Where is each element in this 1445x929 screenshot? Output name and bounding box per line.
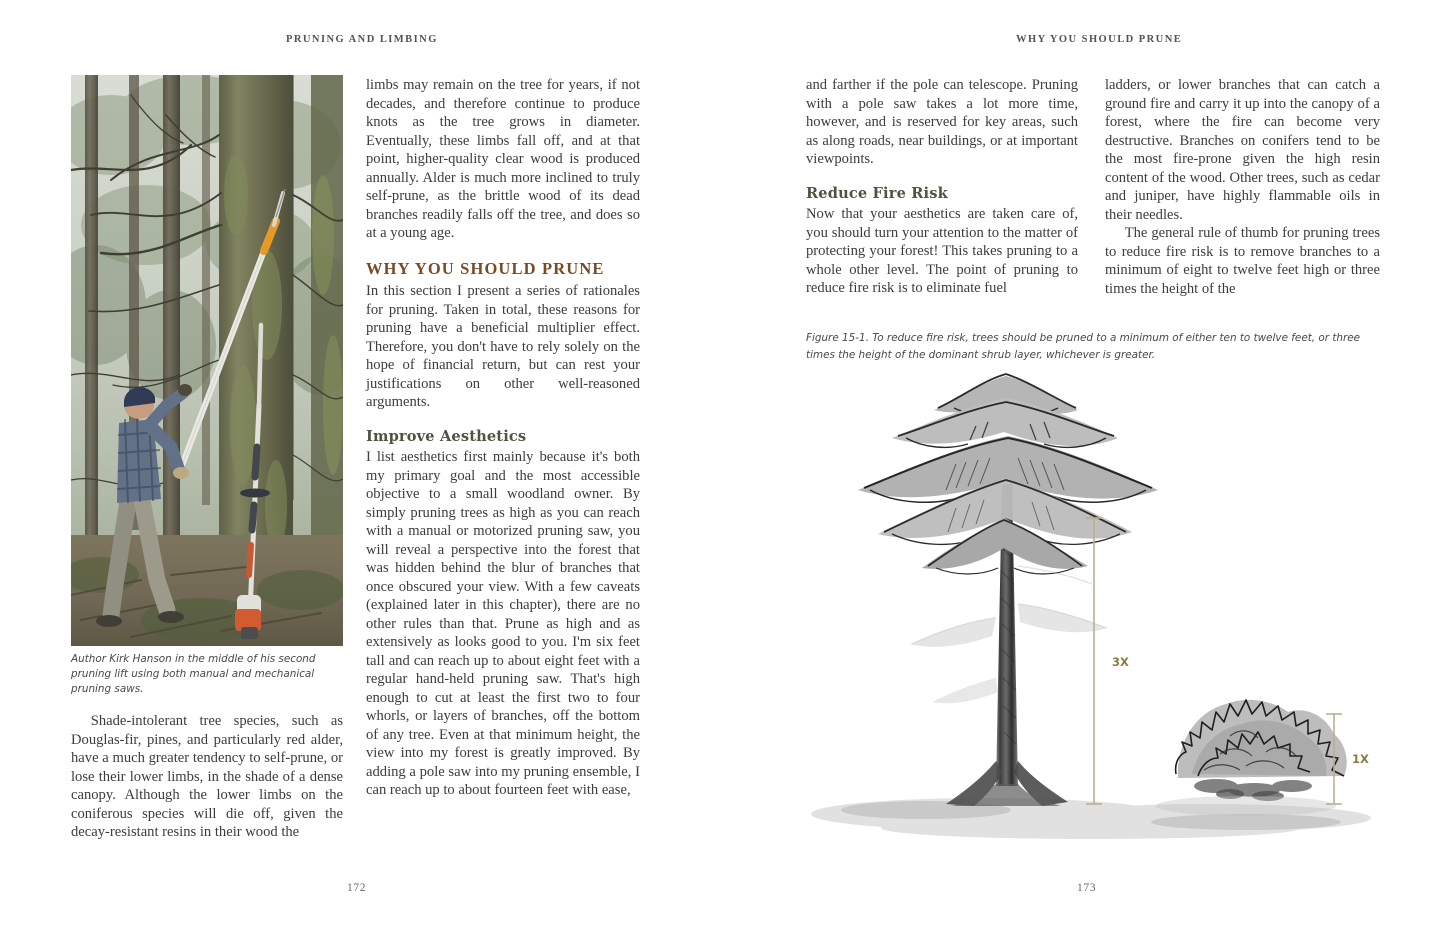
paragraph: limbs may remain on the tree for years, if not decades, and therefore continue to produce knots as the tree grows in diameter. Eventually, these limbs fall off, and at that point, higher-quality clear wood is produced annually. Alder is much more inclined to truly self-prune, as the brittle wood of its dead branches readily falls off the tree, and does so at a young age. (366, 77, 640, 241)
sub-heading-improve-aesthetics: Improve Aesthetics (366, 427, 527, 445)
figure-caption: Figure 15-1. To reduce fire risk, trees should be pruned to a minimum of either ten to twelve feet, or three times the height of the dominant shrub layer, whichever is greater. (806, 332, 1361, 361)
page-number-left: 172 (347, 882, 367, 894)
photo-caption: Author Kirk Hanson in the middle of his second pruning lift using both manual and mechanical pruning saws. (71, 653, 316, 695)
forest-pruning-photo (71, 75, 343, 646)
paragraph: I list aesthetics first mainly because it's both my primary goal and the most accessible objective to a small woodland owner. By simply pruning trees as high as you can reach with a manual or motorized pruning saw, you will reveal a perspective into the forest that was hidden behind the blur of branches that once obscured your view. With a few caveats (explained later in this chapter), there are no other rules than that. Prune as high and as extensively as looks good to you. I'm six feet tall and can reach up to about eight feet with a regular hand-held pruning saw. That's high enough to cut at least the first two to four whorls, or layers of branches, off the bottom of any tree. Even at that minimum height, the view into my forest is greatly improved. By adding a pole saw into my pruning ensemble, I can reach up to about fourteen feet with ease, (366, 449, 640, 798)
dimension-bracket-3x (1086, 518, 1102, 804)
photo-graphic (71, 75, 343, 646)
paragraph: and farther if the pole can telescope. Pruning with a pole saw takes a lot more time, however, and is reserved for key areas, such as along roads, near buildings, or at important viewpoints. (806, 77, 1078, 167)
conifer-and-shrub-scale-diagram (806, 366, 1384, 848)
dimension-label-1x: 1X (1352, 752, 1369, 766)
running-head-right: WHY YOU SHOULD PRUNE (1016, 34, 1183, 45)
paragraph: The general rule of thumb for pruning trees to reduce fire risk is to remove branches to a minimum of eight to twelve feet high or three times the height of the (1105, 225, 1380, 297)
figure-graphic (806, 366, 1384, 848)
text-column-2 (366, 76, 640, 800)
paragraph: ladders, or lower branches that can catch a ground fire and carry it up into the canopy of a forest, where the fire can become very destructive. Branches on conifers tend to be the most fire-prone given the high resin content of the wood. Other trees, such as cedar and juniper, have highly flammable oils in their needles. (1105, 77, 1380, 223)
text-column-4 (1105, 76, 1380, 298)
paragraph: Now that your aesthetics are taken care of, you should turn your attention to the matter of protecting your forest! This takes pruning to a whole other level. The point of pruning to reduce fire risk is to eliminate fuel (806, 206, 1078, 296)
running-head-left: PRUNING AND LIMBING (286, 34, 438, 45)
paragraph: Shade-intolerant tree species, such as Douglas-fir, pines, and particularly red alder, have a much greater tendency to self-prune, or lose their lower limbs, in the shade of a dense canopy. Although the lower limbs on the coniferous species will die off, given the decay-resistant resins in their wood the (71, 713, 343, 840)
section-heading-why-you-should-prune: WHY YOU SHOULD PRUNE (366, 258, 605, 278)
text-column-3 (806, 76, 1078, 298)
sub-heading-reduce-fire-risk: Reduce Fire Risk (806, 184, 948, 202)
dimension-label-3x: 3X (1112, 655, 1129, 669)
page-number-right: 173 (1077, 882, 1097, 894)
paragraph: In this section I present a series of rationales for pruning. Taken in total, these reasons for pruning have a beneficial multiplier effect. Therefore, you don't have to rely solely on the hope of financial return, but can rest your justifications on other well-reasoned arguments. (366, 283, 640, 410)
text-column-1 (71, 712, 343, 842)
